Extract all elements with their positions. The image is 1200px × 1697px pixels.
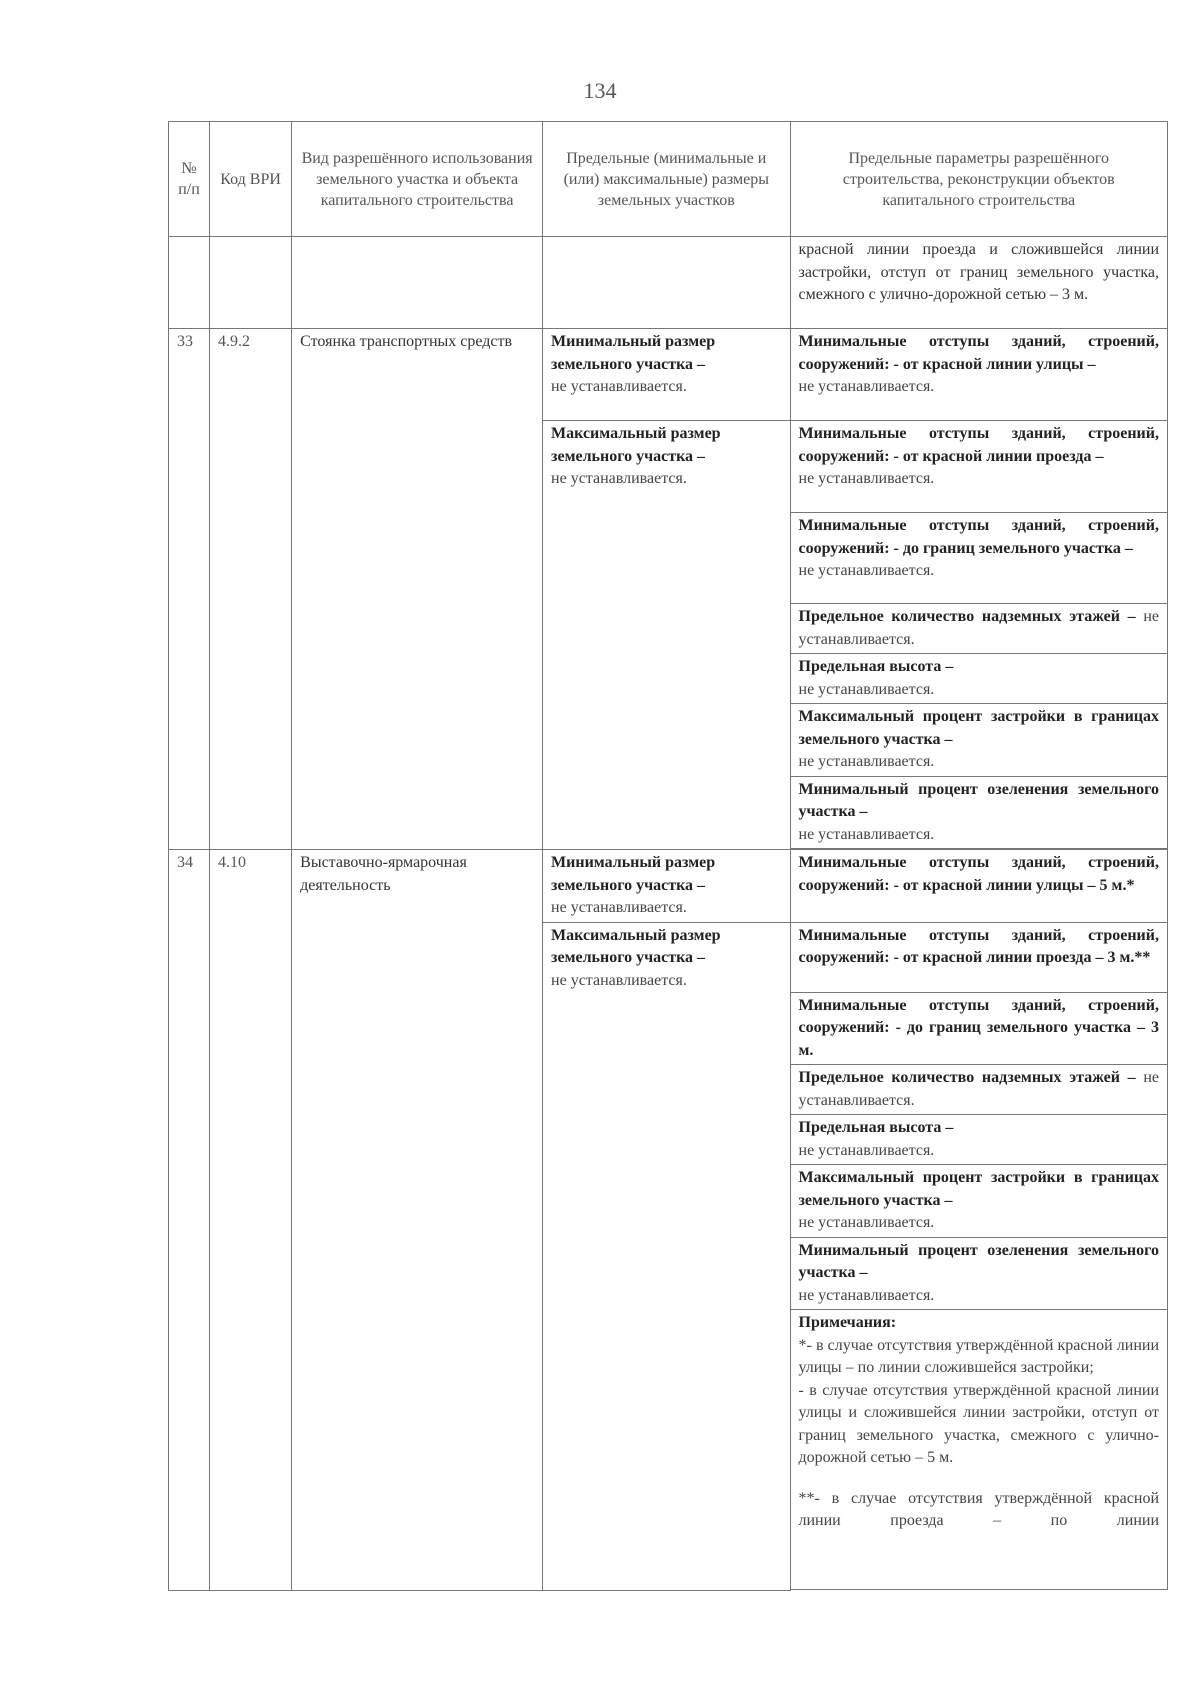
row-number: 33 [169,329,210,850]
param-value: не устанавливается. [798,1069,1159,1109]
param-cell [790,513,1168,604]
param-cell [790,604,1168,654]
param-cell [790,1115,1168,1165]
param-label: Предельное количество надземных этажей – [798,608,1136,625]
param-label: Предельная высота – [798,1119,954,1136]
max-size-label: Максимальный размер земельного участка – [551,926,721,966]
param-cell [790,1165,1168,1238]
note-2: - в случае отсутствия утверждённой красной линии улицы и сложившейся линии застройки, отступ от границ земельного участка, смежного с улично-дорожной сетью – 5 м. [798,1381,1159,1466]
param-value: не устанавливается. [798,608,1159,648]
param-cell [790,421,1168,513]
param-label: Минимальные отступы зданий, строений, сооружений: - до границ земельного участка – 3 м. [798,996,1159,1059]
max-size-value: не устанавливается. [551,470,687,487]
param-cell [790,992,1168,1065]
param-value: не устанавливается. [798,1214,935,1231]
param-cell [790,654,1168,704]
max-plot-size [543,922,790,1590]
regulations-table [168,121,1168,1591]
param-cell [790,1237,1168,1310]
min-size-label: Минимальный размер земельного участка – [551,333,716,373]
param-label: Минимальные отступы зданий, строений, сооружений: - от красной линии проезда – [798,425,1159,465]
param-cell [790,922,1168,992]
param-cell [790,704,1168,777]
header-number: № п/п [169,122,210,237]
param-value: не устанавливается. [798,470,935,487]
max-size-label: Максимальный размер земельного участка – [551,425,721,465]
min-size-value: не устанавливается. [551,378,687,395]
table-row [169,237,1168,329]
param-label: Минимальный процент озеленения земельного участка – [798,780,1159,820]
param-label: Предельная высота – [798,658,954,675]
header-plot-size: Предельные (минимальные и (или) максимальные) размеры земельных участков [543,122,790,237]
param-label: Максимальный процент застройки в границах земельного участка – [798,1169,1159,1209]
notes-cell [790,1310,1168,1590]
header-building-params: Предельные параметры разрешённого строительства, реконструкции объектов капитального строительства [790,122,1168,237]
param-label: Минимальные отступы зданий, строений, сооружений: - от красной линии улицы – [798,333,1159,373]
param-value: не устанавливается. [798,1141,935,1159]
param-label: Минимальный процент озеленения земельного участка – [798,1241,1159,1281]
param-label: Предельное количество надземных этажей – [798,1069,1136,1086]
max-plot-size [543,421,790,850]
note-3: **- в случае отсутствия утверждённой красной линии проезда – по линии [798,1489,1159,1529]
param-label: Максимальный процент застройки в границах земельного участка – [798,708,1159,748]
page-number: 134 [583,78,617,103]
min-size-value: не устанавливается. [551,899,687,916]
param-value: не устанавливается. [798,562,935,579]
param-cell [790,776,1168,849]
param-label: Минимальные отступы зданий, строений, сооружений: - от красной линии улицы – 5 м.* [798,854,1159,894]
table-row [169,850,1168,923]
header-use-type: Вид разрешённого использования земельного участка и объекта капитального строительства [292,122,543,237]
param-value: не устанавливается. [798,825,935,843]
table-row [169,329,1168,421]
max-size-value: не устанавливается. [551,971,687,989]
param-value: не устанавливается. [798,378,935,395]
min-plot-size [543,850,790,923]
min-plot-size [543,329,790,421]
param-cell [790,1065,1168,1115]
param-value: не устанавливается. [798,753,935,770]
param-value: не устанавливается. [798,680,935,698]
row-number: 34 [169,850,210,1591]
row-use-type: Выставочно-ярмарочная деятельность [292,850,543,1591]
row-code: 4.9.2 [210,329,292,850]
param-label: Минимальные отступы зданий, строений, сооружений: - до границ земельного участка – [798,517,1159,557]
row-use-type: Стоянка транспортных средств [292,329,543,850]
min-size-label: Минимальный размер земельного участка – [551,854,716,894]
param-cell [790,329,1168,421]
note-1: *- в случае отсутствия утверждённой красной линии улицы – по линии сложившейся застройки; [798,1336,1159,1376]
param-cell [790,850,1168,923]
param-label: Минимальные отступы зданий, строений, сооружений: - от красной линии проезда – 3 м.** [798,926,1159,966]
row-code: 4.10 [210,850,292,1591]
notes-title: Примечания: [798,1314,897,1331]
param-value: не устанавливается. [798,1286,935,1304]
continuation-text: красной линии проезда и сложившейся линии застройки, отступ от границ земельного участка, смежного с улично-дорожной сетью – 3 м. [790,237,1168,329]
header-code: Код ВРИ [210,122,292,237]
table-header-row [169,122,1168,237]
